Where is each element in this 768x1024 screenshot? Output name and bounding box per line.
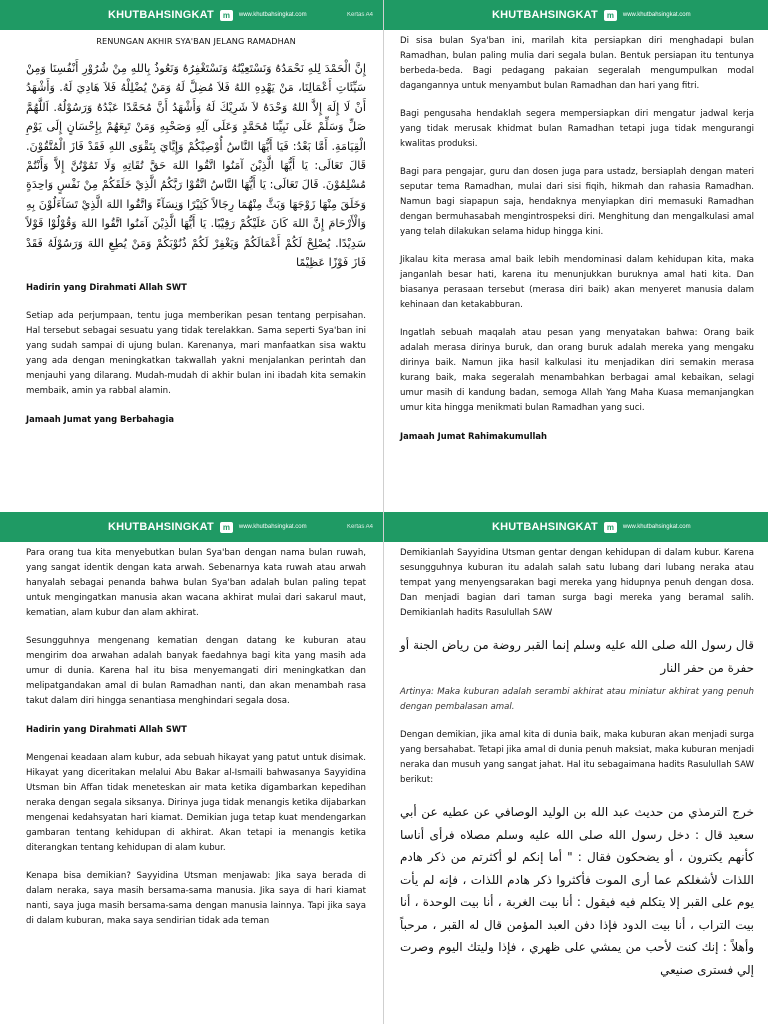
brand-logo: KHUTBAHSINGKAT bbox=[492, 521, 598, 533]
paragraph: Bagi para pengajar, guru dan dosen juga para ustadz, bersiaplah dengan materi seputar tema Ramadhan, mulai dari sisi fiqih, hikmah dan rahasia Ramadhan. Namun bagi siapapun saja, hendaknya menyiapkan diri memasuki Ramadhan dengan bermuhasabah mengintrospeksi diri. Menghitung dan mengalkulasi amal yang telah dilakukan selama hidup hingga kini. bbox=[400, 167, 754, 237]
hadith-arabic: قال رسول الله صلى الله عليه وسلم إنما القبر روضة من رياض الجنة أو حفرة من حفر النار bbox=[400, 638, 754, 675]
page-4 bbox=[384, 512, 768, 1024]
section-heading: Hadirin yang Dirahmati Allah SWT bbox=[26, 724, 187, 734]
page-title: RENUNGAN AKHIR SYA'BAN JELANG RAMADHAN bbox=[96, 36, 296, 46]
paragraph: Sesungguhnya mengenang kematian dengan datang ke kuburan atau mengirim doa arwahan adalah banyak faedahnya bagi kita yang masih ada umur di dunia. Karena hal itu bisa menyemangati diri meningkatkan dan melipatgandakan amal di bulan Ramadhan nanti, dan akan menambah rasa takut dalam diri hingga senantiasa menghindari segala dosa. bbox=[26, 636, 366, 706]
paragraph: Kenapa bisa demikian? Sayyidina Utsman menjawab: Jika saya berada di dalam neraka, saya masih bersama-sama manusia. Jika saya di hari kiamat nanti, saya juga masih bersama-sama dengan manusia lainnya. Tapi jika saya di dalam kuburan, maka saya sendirian tidak ada teman bbox=[26, 871, 366, 926]
page-content bbox=[384, 30, 768, 444]
paragraph: Para orang tua kita menyebutkan bulan Sya'ban dengan nama bulan ruwah, yang sangat identik dengan kata arwah. Sebenarnya kata ruwah atau arwah hanyalah sebagai penanda bahwa bulan Sya'ban adalah bulan paling tepat untuk mengingatkan manusia akan wacana akhirat mulai dari sakarul maut, kematian, alam kubur dan alam akhirat. bbox=[26, 548, 366, 618]
brand-mark-icon: m bbox=[604, 10, 617, 21]
page-content bbox=[384, 542, 768, 981]
paragraph: Jikalau kita merasa amal baik lebih mendominasi dalam kehidupan kita, maka janganlah besar hati, karena itu menunjukkan buruknya amal hati kita. Dan biasanya perasaan tersebut (merasa diri baik) akan menyeret manusia dalam kehinaan dan ketakabburan. bbox=[400, 255, 754, 310]
paragraph: Ingatlah sebuah maqalah atau pesan yang menyatakan bahwa: Orang baik adalah merasa dirinya buruk, dan orang buruk adalah mereka yang mengaku dirinya baik. Namun jika hasil kalkulasi itu menjadikan diri semakin merasa kurang baik, maka segeralah menambahkan berbagai amal kebaikan, selagi umur masih di kandung badan, semoga Allah Yang Maha Kuasa memanjangkan umur kita hingga menikmati bulan Ramadhan yang suci. bbox=[400, 328, 754, 413]
hadith-arabic: خرج الترمذي من حديث عبد الله بن الوليد الوصافي عن عطيه عن أبي سعيد قال : دخل رسول الله صلى الله عليه وسلم مصلاه فرأى أناسا كأنهم يكترون ، أو يضحكون فقال : " أما إنكم لو أكثرتم من ذكر هادم اللذات لأشغلكم عما أرى الموت فأكثروا ذكر هادم اللذات ، فإنه لم يأت يوم على القبر إلا يتكلم فيه فيقول : أنا بيت الغربة ، أنا بيت الوحدة ، أنا بيت التراب ، أنا بيت الدود فإذا دفن العبد المؤمن قال له القبر ، مرحباً وأهلاً : إنك كنت لأحب من يمشي على ظهري ، فإذا وليتك اليوم وصرت إلي فسترى صنيعي bbox=[400, 805, 754, 977]
page-header bbox=[384, 0, 768, 30]
paragraph: Dengan demikian, jika amal kita di dunia baik, maka kuburan akan menjadi surga yang bersahabat. Tetapi jika amal di dunia penuh maksiat, maka kuburan menjadi neraka dan musuh yang sangat jahat. Hal itu sebagaimana hadits Rasulullah SAW berikut: bbox=[400, 730, 754, 785]
paragraph: Demikianlah Sayyidina Utsman gentar dengan kehidupan di dalam kubur. Karena sesungguhnya kuburan itu adalah salah satu lubang dari lubang neraka atau tempat yang menyengsarakan bagi mereka yang hidupnya penuh dengan dosa. Dan menjadi bagian dari taman surga bagi mereka yang beramal salih. Demikianlah hadits Rasulullah SAW bbox=[400, 548, 754, 618]
page-header bbox=[0, 512, 383, 542]
page-header bbox=[384, 512, 768, 542]
brand-logo: KHUTBAHSINGKAT bbox=[108, 9, 214, 21]
brand-logo: KHUTBAHSINGKAT bbox=[108, 521, 214, 533]
page-3 bbox=[0, 512, 384, 1024]
translation: Artinya: Maka kuburan adalah serambi akhirat atau miniatur akhirat yang penuh dengan pembalasan amal. bbox=[400, 687, 754, 712]
arabic-opening: إِنَّ الْحَمْدَ لِلهِ نَحْمَدُهُ وَنَسْتَعِيْنُهُ وَنَسْتَغْفِرُهُ وَنَعُوذُ بِاللهِ مِنْ شُرُوْرِ أَنْفُسِنَا وَمِنْ سَيِّئَاتِ أَعْمَالِنَا، مَنْ يَهْدِهِ اللهُ فَلاَ مُضِلَّ لَهُ وَمَنْ يُضْلِلْهُ فَلاَ هَادِيَ لَهُ. وَأَشْهَدُ أَنْ لَا إِلَهَ إِلاَّ اللهُ وَحْدَهُ لاَ شَرِيْكَ لَهُ وَأَشْهَدُ أَنَّ مُحَمَّدًا عَبْدُهُ وَرَسُوْلُهُ. اَللَّهُمَّ صَلِّ وَسَلِّمْ عَلَى نَبِيِّنَا مُحَمَّدٍ وَعَلَى آلِهِ وَصَحْبِهِ وَمَنْ تَبِعَهُمْ بِإِحْسَانٍ إِلَى يَوْمِ الْقِيَامَةِ. أَمَّا بَعْدُ: فَيَا أَيُّهَا النَّاسُ أُوْصِيْكُمْ وَإِيَّايَ بِتَقْوَى اللهِ فَقَدْ فَازَ الْمُتَّقُوْنَ. قَالَ تَعَالَى: يَا أَيُّهَا الَّذِيْنَ آمَنُوا اتَّقُوا اللهَ حَقَّ تُقَاتِهِ وَلَا تَمُوْتُنَّ إِلاَّ وَأَنْتُمْ مُسْلِمُوْنَ. قَالَ تَعَالَى: يَا أَيُّهَا النَّاسُ اتَّقُوْا رَبَّكُمُ الَّذِيْ خَلَقَكُمْ مِنْ نَفْسٍ وَاحِدَةٍ وَخَلَقَ مِنْهَا زَوْجَهَا وَبَثَّ مِنْهُمَا رِجَالاً كَثِيْرًا وَنِسَآءً وَاتَّقُوا اللهَ الَّذِيْ تَسَآءَلُوْنَ بِهِ وَالْأَرْحَامَ إِنَّ اللهَ كَانَ عَلَيْكُمْ رَقِيْبًا. يَا أَيُّهَا الَّذِيْنَ آمَنُوا اتَّقُوا اللهَ وَقُوْلُوْا قَوْلاً سَدِيْدًا. يُصْلِحْ لَكُمْ أَعْمَالَكُمْ وَيَغْفِرْ لَكُمْ ذُنُوْبَكُمْ وَمَنْ يُطِعِ اللهَ وَرَسُوْلَهُ فَقَدْ فَازَ فَوْزًا عَظِيْمًا bbox=[26, 62, 366, 270]
page-header bbox=[0, 0, 383, 30]
paragraph: Bagi pengusaha hendaklah segera mempersiapkan diri mengatur jadwal kerja yang tidak merusak khidmat bulan Ramadhan tetapi juga tidak mengurangi kwalitas produksi. bbox=[400, 109, 754, 149]
page-2 bbox=[384, 0, 768, 512]
brand-mark-icon: m bbox=[220, 522, 233, 533]
site-url[interactable]: www.khutbahsingkat.com bbox=[238, 12, 307, 18]
paper-size-label: Kertas A4 bbox=[346, 524, 373, 530]
site-url[interactable]: www.khutbahsingkat.com bbox=[622, 524, 691, 530]
paragraph: Setiap ada perjumpaan, tentu juga memberikan pesan tentang perpisahan. Hal tersebut sebagai sesuatu yang tidak terelakkan. Sama seperti Sya'ban ini yang sudah sampai di ujung bulan. Karenanya, mari manfaatkan sisa waktu yang ada dengan meningkatkan takwallah yakni menjalankan perintah dan menjauhi yang dilarang. Mudah-mudah di akhir bulan ini ibadah kita semakin membaik, amin ya rabbal alamin. bbox=[26, 311, 366, 397]
section-heading: Hadirin yang Dirahmati Allah SWT bbox=[26, 282, 187, 293]
site-url[interactable]: www.khutbahsingkat.com bbox=[238, 524, 307, 530]
brand-logo: KHUTBAHSINGKAT bbox=[492, 9, 598, 21]
section-heading: Jamaah Jumat yang Berbahagia bbox=[26, 414, 175, 425]
brand-mark-icon: m bbox=[220, 10, 233, 21]
brand-mark-icon: m bbox=[604, 522, 617, 533]
page-content bbox=[0, 30, 383, 427]
paper-size-label: Kertas A4 bbox=[346, 12, 373, 18]
site-url[interactable]: www.khutbahsingkat.com bbox=[622, 12, 691, 18]
paragraph: Di sisa bulan Sya'ban ini, marilah kita persiapkan diri menghadapi bulan Ramadhan, bulan paling mulia dari segala bulan. Bentuk persiapan itu tentunya berbeda-beda. Bagi pedagang pakaian segeralah mengumpulkan modal dagangannya untuk menyambut bulan Ramadhan dan hari yang fitri. bbox=[400, 36, 754, 91]
section-heading: Jamaah Jumat Rahimakumullah bbox=[400, 431, 547, 441]
page-1 bbox=[0, 0, 384, 512]
page-content bbox=[0, 542, 383, 929]
paragraph: Mengenai keadaan alam kubur, ada sebuah hikayat yang patut untuk disimak. Hikayat yang diceritakan melalui Abu Bakar al-Ismaili bahwasanya Sayyidina Utsman bin Affan tidak meneteskan air mata ketika digambarkan kepedihan neraka dengan segala siksanya. Dirinya juga tidak menangis ketika dijabarkan mengenai kedahsyatan hari kiamat. Demikian juga tetap kuat mendengarkan gambaran tentang kehidupan di akhirat. Akan tetapi ia menangis ketika diterangkan tentang kehidupan di alam kubur. bbox=[26, 753, 366, 853]
